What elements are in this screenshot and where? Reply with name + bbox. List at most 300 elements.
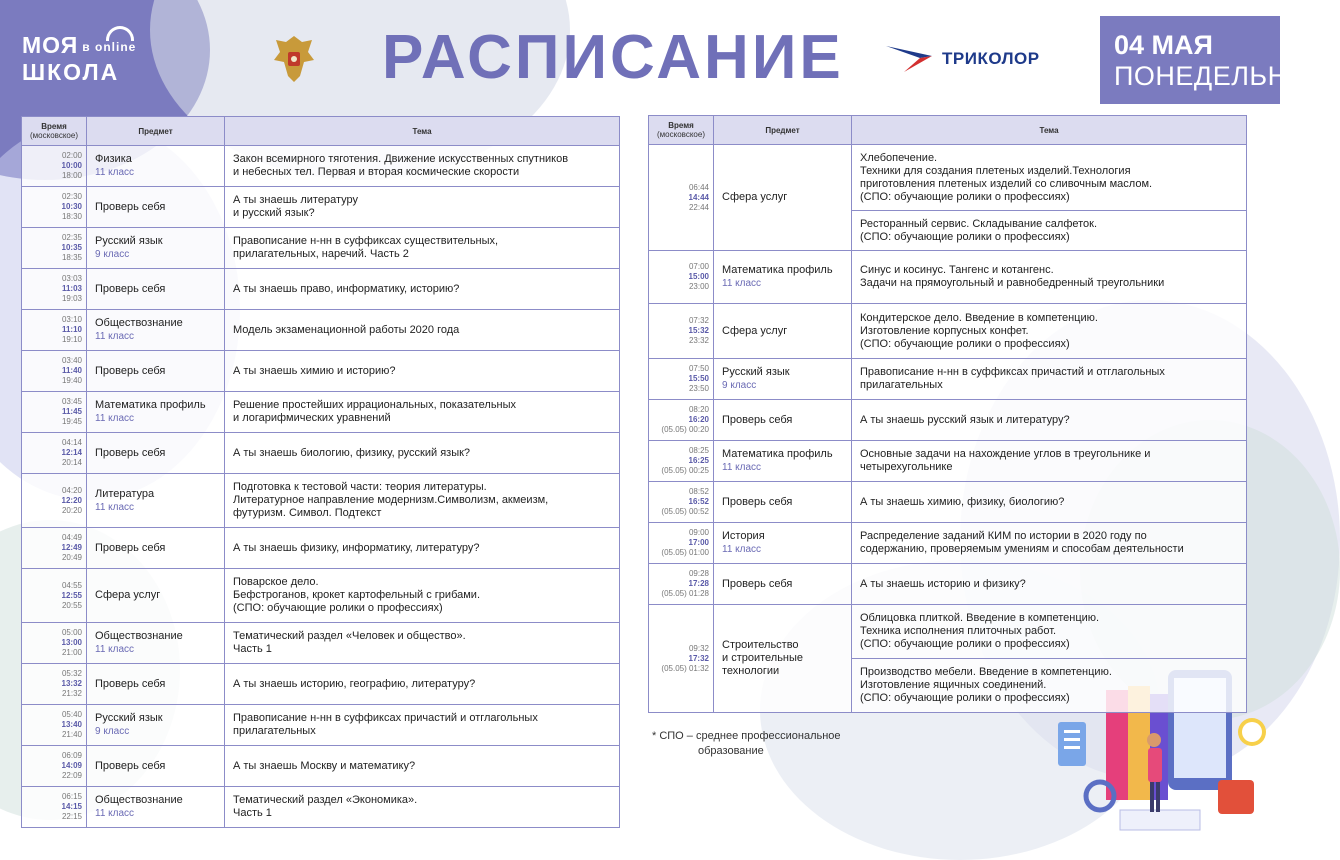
time-zone: 05:00 [61,628,82,637]
time-moscow: 11:45 [61,407,82,416]
topic-line: прилагательных [233,725,316,737]
time-zone: 23:50 [688,384,709,393]
subject-name: Математика профиль [722,264,833,276]
schedule-table-left [21,116,620,828]
topic-line: (СПО: обучающие ролики о профессиях) [860,638,1070,650]
subject-name: История [722,530,765,542]
topic-cell [852,251,1247,304]
topic-line: Основные задачи на нахождение углов в треугольнике и [860,448,1151,460]
subject-cell [87,787,225,828]
time-moscow: 11:40 [61,366,82,375]
time-zone: 18:00 [61,171,82,180]
time-zone: 07:32 [688,316,709,325]
subject-name: Сфера услуг [722,324,788,337]
time-cell [649,251,714,304]
subject-cell [714,564,852,605]
topic-cell [852,605,1247,659]
time-zone: 07:00 [688,262,709,271]
topic-cell [225,569,620,623]
topic-line: Изготовление ящичных соединений. [860,679,1047,691]
time-cell [649,359,714,400]
subject-cell [87,664,225,705]
subject-cell [87,474,225,528]
topic-cell [852,211,1247,251]
time-cell [22,187,87,228]
table-row [649,441,1247,482]
page-title: РАСПИСАНИЕ [382,23,844,92]
time-moscow: 14:44 [688,192,709,202]
table-row [22,746,620,787]
subject-cell [87,746,225,787]
footnote-line2: образование [698,745,764,757]
logo-online: в online [82,39,137,54]
topic-line: Литературное направление модернизм.Символизм, акмеизм, [233,494,549,506]
time-zone: 20:14 [61,458,82,467]
time-moscow: 14:15 [61,802,82,811]
time-zone: (05.05) 01:28 [661,589,709,598]
header-topic: Тема [225,117,620,146]
topic-line: (СПО: обучающие ролики о профессиях) [233,602,443,614]
time-moscow: 10:35 [61,243,82,252]
time-cell [22,351,87,392]
table-row [649,304,1247,359]
time-cell [649,145,714,251]
time-cell [649,564,714,605]
topic-line: и небесных тел. Первая и вторая космические скорости [233,166,520,178]
time-cell [22,392,87,433]
coat-of-arms-icon [272,32,316,84]
topic-line: А ты знаешь Москву и математику? [233,759,416,772]
topic-line: Распределение заданий КИМ по истории в 2020 году по [860,530,1147,542]
topic-line: А ты знаешь биологию, физику, русский язык? [233,446,471,459]
time-moscow: 17:32 [688,653,709,663]
topic-cell [852,359,1247,400]
time-cell [649,482,714,523]
time-zone: 23:00 [688,282,709,291]
time-moscow: 17:00 [688,538,709,547]
time-moscow: 10:00 [61,161,82,170]
subject-cell [714,304,852,359]
topic-cell [225,746,620,787]
table-row [649,564,1247,605]
time-moscow: 15:32 [688,326,709,335]
time-zone: 19:45 [61,417,82,426]
subject-cell [87,433,225,474]
topic-cell [225,228,620,269]
topic-cell [225,474,620,528]
header-topic: Тема [852,116,1247,145]
topic-cell [225,146,620,187]
subject-cell [714,359,852,400]
subject-name: Обществознание [95,794,183,806]
subject-name: Проверь себя [722,495,793,508]
topic-line: (СПО: обучающие ролики о профессиях) [860,190,1070,203]
header-subject: Предмет [714,116,852,145]
topic-cell [225,705,620,746]
subject-name: Проверь себя [95,282,166,295]
subject-cell [714,605,852,713]
table-row [22,433,620,474]
table-row [649,359,1247,400]
table-row [22,310,620,351]
time-zone: 23:32 [688,336,709,345]
subject-cell [714,145,852,251]
time-moscow: 12:20 [61,495,82,505]
subject-cell [87,569,225,623]
time-zone: 05:32 [61,669,82,678]
schedule-table-right [648,115,1247,713]
time-zone: 02:30 [61,192,82,201]
topic-cell [225,310,620,351]
time-zone: 04:49 [61,533,82,542]
time-zone: 22:15 [61,812,82,821]
time-cell [22,623,87,664]
time-moscow: 15:50 [688,374,709,383]
topic-line: А ты знаешь литературу [233,194,358,206]
time-cell [22,474,87,528]
time-zone: 22:09 [61,771,82,780]
date-day: 04 МАЯ [1114,30,1213,60]
time-zone: 09:32 [688,643,709,653]
time-zone: 03:45 [61,397,82,406]
time-moscow: 12:55 [61,590,82,600]
time-moscow: 16:52 [688,497,709,506]
time-zone: 08:20 [688,405,709,414]
topic-line: четырехугольнике [860,461,953,473]
time-cell [22,433,87,474]
subject-name: Математика профиль [95,399,206,411]
topic-line: Бефстроганов, крокет картофельный с грибами. [233,589,481,601]
time-cell [22,146,87,187]
time-moscow: 13:32 [61,679,82,688]
time-cell [22,746,87,787]
topic-line: Модель экзаменационной работы 2020 года [233,323,460,336]
table-row [22,269,620,310]
topic-line: приготовления плетеных изделий со сливочным маслом. [860,177,1153,190]
topic-line: А ты знаешь право, информатику, историю? [233,282,460,295]
date-weekday: ПОНЕДЕЛЬНИК [1114,61,1324,91]
time-moscow: 11:10 [61,325,82,334]
time-zone: 04:14 [61,438,82,447]
table-row [22,392,620,433]
topic-cell [225,392,620,433]
subject-name: Русский язык [722,366,790,378]
topic-line: Облицовка плиткой. Введение в компетенцию. [860,612,1100,624]
topic-line: (СПО: обучающие ролики о профессиях) [860,692,1070,704]
time-zone: 09:28 [688,569,709,578]
topic-line: Решение простейших иррациональных, показательных [233,399,517,411]
time-zone: 18:35 [61,253,82,262]
subject-cell [714,251,852,304]
subject-cell [87,228,225,269]
logo [22,33,136,85]
header-time: Время (московское) [22,117,87,146]
time-cell [649,400,714,441]
topic-cell [852,304,1247,359]
table-row [649,251,1247,304]
subject-name: Проверь себя [95,677,166,690]
time-zone: 21:32 [61,689,82,698]
time-zone: 07:50 [688,364,709,373]
subject-cell [714,482,852,523]
time-zone: 19:10 [61,335,82,344]
time-moscow: 14:09 [61,761,82,770]
subject-name: Сфера услуг [95,589,161,601]
header-time: Время (московское) [649,116,714,145]
topic-line: Подготовка к тестовой части: теория литературы. [233,481,487,493]
topic-line: Ресторанный сервис. Складывание салфеток. [860,217,1098,230]
subject-cell [87,187,225,228]
tricolor-icon [884,44,936,74]
table-row [22,705,620,746]
grade-label: 11 класс [95,331,135,342]
topic-cell [225,269,620,310]
time-zone: 03:40 [61,356,82,365]
subject-name: Литература [95,487,155,500]
topic-line: Хлебопечение. [860,151,938,164]
time-zone: 04:55 [61,580,82,590]
time-cell [22,787,87,828]
footnote-line1: * СПО – среднее профессиональное [652,730,841,742]
logo-line2: ШКОЛА [22,58,120,85]
topic-line: Тематический раздел «Человек и общество». [233,630,466,642]
time-cell [22,310,87,351]
topic-line: прилагательных, наречий. Часть 2 [233,248,409,260]
topic-line: прилагательных [860,379,943,391]
time-zone: 20:20 [61,505,82,515]
topic-cell [852,441,1247,482]
table-row [22,528,620,569]
subject-cell [714,441,852,482]
time-zone: 22:44 [688,202,709,212]
topic-line: Тематический раздел «Экономика». [233,794,418,806]
subject-cell [87,623,225,664]
table-row [22,664,620,705]
topic-line: Правописание н-нн в суффиксах существительных, [233,235,499,247]
table-row [649,523,1247,564]
time-zone: 02:35 [61,233,82,242]
subject-name: Русский язык [95,235,163,247]
subject-name: Сфера услуг [722,191,788,203]
time-cell [649,605,714,713]
time-zone: 03:03 [61,274,82,283]
date-box [1100,16,1324,104]
topic-cell [225,664,620,705]
topic-line: и логарифмических уравнений [233,412,391,424]
subject-name: Обществознание [95,630,183,642]
time-cell [22,228,87,269]
time-moscow: 10:30 [61,202,82,211]
time-zone: 04:20 [61,485,82,495]
topic-line: Поварское дело. [233,576,319,588]
grade-label: 11 класс [95,501,135,513]
subject-cell [87,269,225,310]
subject-cell [87,705,225,746]
topic-line: А ты знаешь химию, физику, биологию? [860,495,1065,508]
time-zone: (05.05) 01:32 [661,663,709,673]
table-row [22,351,620,392]
time-moscow: 15:00 [688,272,709,281]
time-cell [649,304,714,359]
topic-cell [852,400,1247,441]
time-zone: 09:00 [688,528,709,537]
time-zone: (05.05) 00:20 [661,425,709,434]
grade-label: 11 класс [95,167,135,178]
time-zone: 21:00 [61,648,82,657]
subject-cell [87,392,225,433]
time-zone: 05:40 [61,710,82,719]
topic-cell [225,351,620,392]
time-moscow: 13:40 [61,720,82,729]
topic-line: Техника исполнения плиточных работ. [860,625,1057,637]
topic-line: Изготовление корпусных конфет. [860,324,1029,337]
topic-line: Задачи на прямоугольный и равнобедренный треугольники [860,277,1165,289]
subject-cell [87,351,225,392]
topic-line: А ты знаешь химию и историю? [233,364,396,377]
time-zone: 19:40 [61,376,82,385]
time-cell [22,269,87,310]
subject-name: Проверь себя [722,413,793,426]
time-zone: 06:09 [61,751,82,760]
partner-logo [884,44,1040,74]
grade-label: 11 класс [722,462,762,473]
grade-label: 9 класс [95,249,130,260]
topic-line: футуризм. Символ. Подтекст [233,507,382,519]
time-zone: 06:44 [688,182,709,192]
time-zone: 18:30 [61,212,82,221]
table-header [22,117,620,146]
grade-label: 11 класс [722,278,762,289]
table-row [22,146,620,187]
topic-line: Правописание н-нн в суффиксах причастий и отглагольных [860,366,1165,378]
topic-cell [852,482,1247,523]
time-cell [22,528,87,569]
time-zone: (05.05) 00:25 [661,466,709,475]
subject-name: Русский язык [95,712,163,724]
time-cell [22,705,87,746]
subject-name: Проверь себя [95,200,166,213]
time-moscow: 12:49 [61,543,82,552]
grade-label: 11 класс [95,413,135,424]
subject-name: Проверь себя [95,759,166,772]
subject-cell [714,523,852,564]
time-zone: 08:52 [688,487,709,496]
topic-line: содержанию, проверяемым умениям и способам деятельности [860,543,1184,555]
table-header [649,116,1247,145]
subject-name: Проверь себя [95,446,166,459]
time-cell [649,441,714,482]
topic-line: Правописание н-нн в суффиксах причастий и отглагольных [233,712,538,724]
topic-cell [225,787,620,828]
topic-line: (СПО: обучающие ролики о профессиях) [860,230,1070,243]
topic-line: А ты знаешь физику, информатику, литературу? [233,541,480,554]
grade-label: 11 класс [95,808,135,819]
time-zone: 02:00 [61,151,82,160]
table-row [649,400,1247,441]
table-row [649,605,1247,659]
topic-line: Часть 1 [233,807,272,819]
topic-cell [225,433,620,474]
table-row [22,474,620,528]
time-zone: 06:15 [61,792,82,801]
topic-line: Техники для создания плетеных изделий.Технология [860,164,1131,177]
time-zone: 20:55 [61,600,82,610]
time-zone: (05.05) 00:52 [661,507,709,516]
time-moscow: 11:03 [61,284,82,293]
footnote [652,729,841,759]
topic-line: А ты знаешь русский язык и литературу? [860,413,1070,426]
table-row [22,569,620,623]
topic-cell [225,623,620,664]
time-zone: 08:25 [688,446,709,455]
subject-cell [87,528,225,569]
table-row [649,482,1247,523]
time-cell [649,523,714,564]
table-row [22,187,620,228]
time-cell [22,664,87,705]
time-zone: 20:49 [61,553,82,562]
topic-line: Производство мебели. Введение в компетенцию. [860,666,1112,678]
topic-cell [852,145,1247,211]
header-subject: Предмет [87,117,225,146]
grade-label: 9 класс [95,726,130,737]
topic-cell [852,523,1247,564]
table-row [649,145,1247,211]
topic-line: (СПО: обучающие ролики о профессиях) [860,337,1070,350]
subject-name: Физика [95,153,132,165]
table-row [22,228,620,269]
table-row [22,787,620,828]
subject-cell [87,146,225,187]
topic-line: Синус и косинус. Тангенс и котангенс. [860,264,1054,276]
time-moscow: 16:25 [688,456,709,465]
subject-cell [714,400,852,441]
topic-line: А ты знаешь историю, географию, литературу? [233,677,476,690]
topic-line: Кондитерское дело. Введение в компетенцию. [860,311,1098,324]
time-moscow: 13:00 [61,638,82,647]
topic-cell [852,659,1247,713]
partner-name: ТРИКОЛОР [942,49,1040,68]
topic-cell [852,564,1247,605]
subject-name: Проверь себя [95,541,166,554]
subject-name: Обществознание [95,317,183,329]
time-zone: 19:03 [61,294,82,303]
logo-line1: МОЯ [22,32,79,58]
time-zone: 03:10 [61,315,82,324]
subject-name: Проверь себя [95,364,166,377]
topic-cell [225,528,620,569]
time-moscow: 16:20 [688,415,709,424]
time-cell [22,569,87,623]
topic-line: Закон всемирного тяготения. Движение искусственных спутников [233,153,569,165]
table-row [22,623,620,664]
topic-line: Часть 1 [233,643,272,655]
time-moscow: 17:28 [688,579,709,588]
grade-label: 9 класс [722,380,757,391]
subject-name: Проверь себя [722,577,793,590]
time-zone: 21:40 [61,730,82,739]
grade-label: 11 класс [95,644,135,655]
subject-cell [87,310,225,351]
topic-line: А ты знаешь историю и физику? [860,577,1026,590]
time-zone: (05.05) 01:00 [661,548,709,557]
grade-label: 11 класс [722,544,762,555]
subject-name: Строительство и строительные технологии [722,639,804,677]
subject-name: Математика профиль [722,448,833,460]
topic-line: и русский язык? [233,207,315,219]
topic-cell [225,187,620,228]
time-moscow: 12:14 [61,448,82,457]
